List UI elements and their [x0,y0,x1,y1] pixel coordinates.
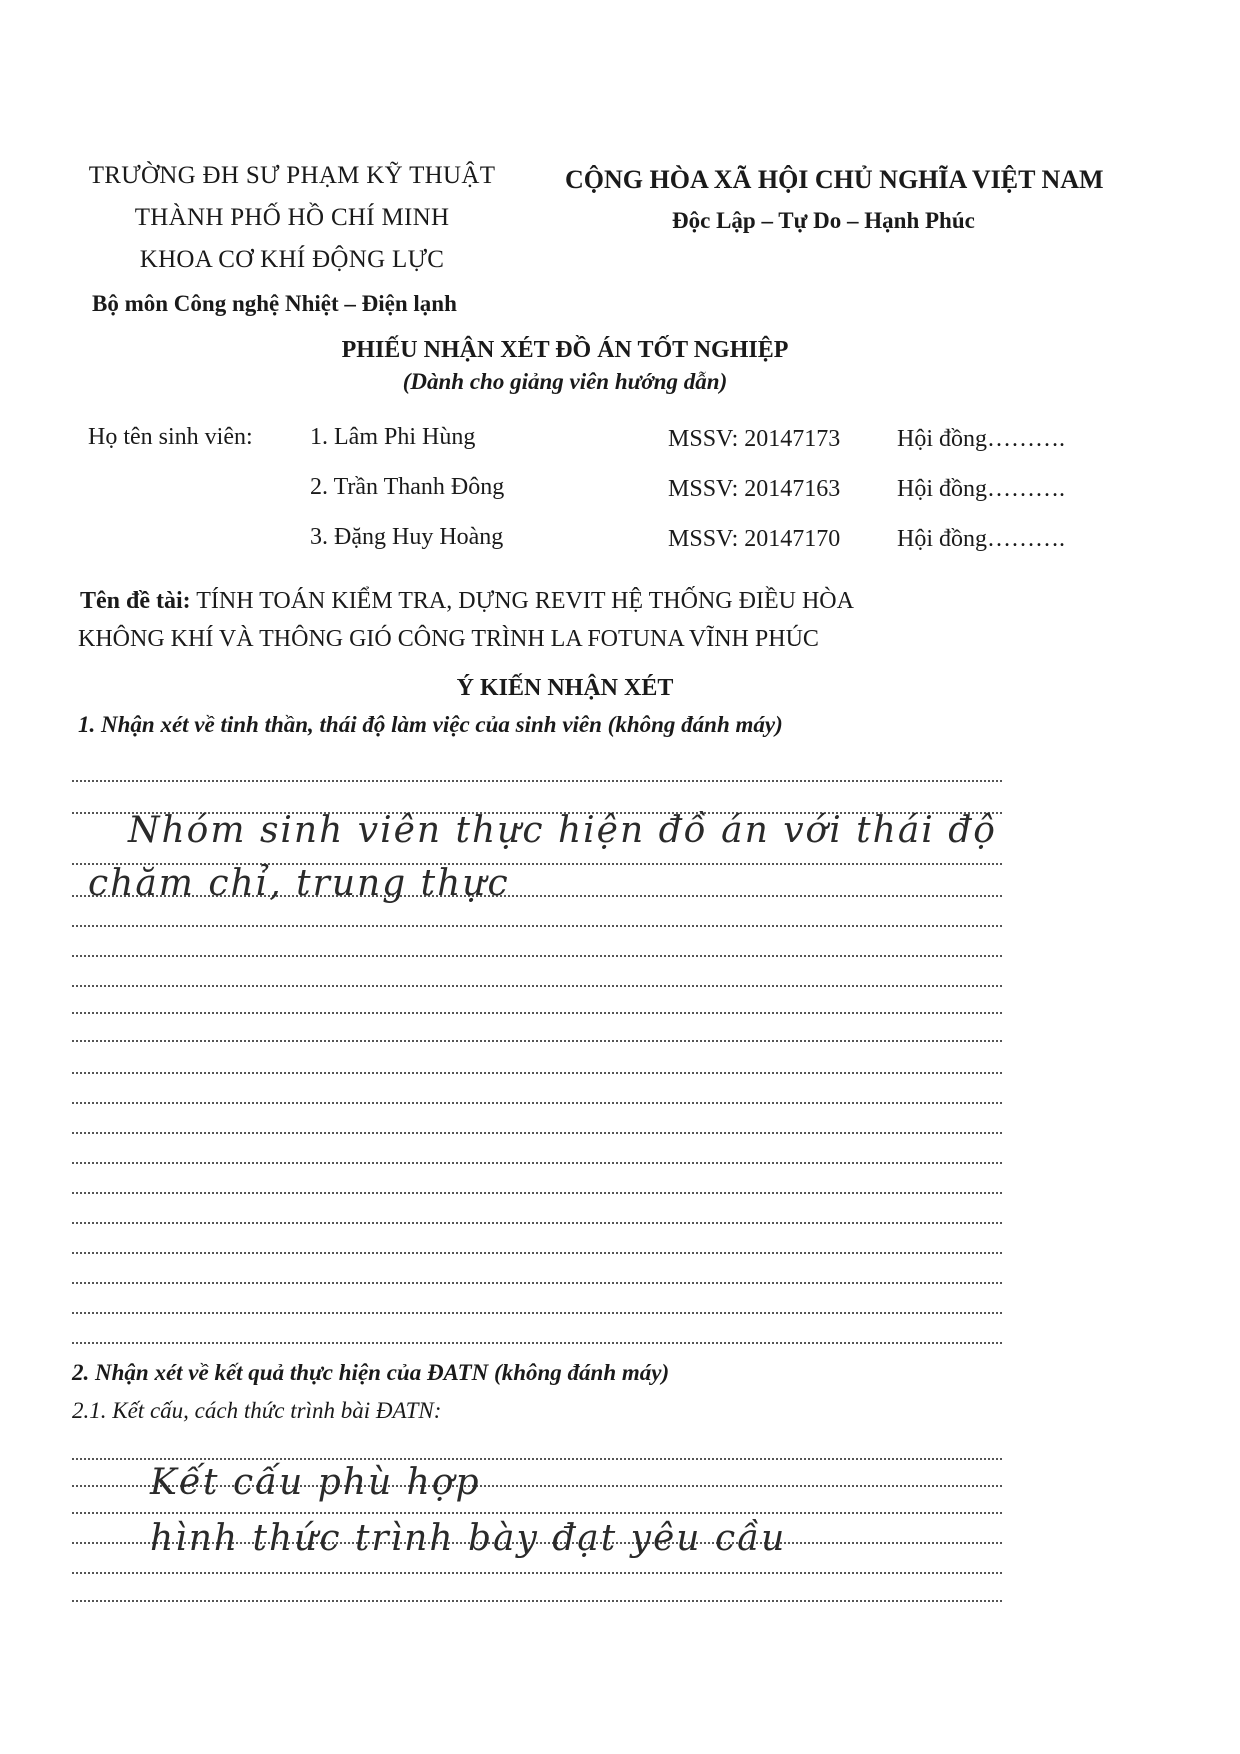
dotted-line [72,925,1002,927]
topic-text-line1: TÍNH TOÁN KIỂM TRA, DỰNG REVIT HỆ THỐNG ĐIỀU HÒA [196,588,854,614]
dotted-line [72,1132,1002,1134]
topic-label: Tên đề tài: [80,588,191,614]
faculty-name: KHOA CƠ KHÍ ĐỘNG LỰC [139,246,445,273]
handwritten-comment-line: hình thức trình bày đạt yêu cầu [150,1518,787,1559]
student-name: 2. Trần Thanh Đông [310,474,505,500]
student-id: MSSV: 20147173 [668,426,841,452]
student-name: 3. Đặng Huy Hoàng [310,524,504,550]
form-subtitle: (Dành cho giảng viên hướng dẫn) [402,369,728,394]
student-name: 1. Lâm Phi Hùng [310,424,476,450]
dotted-line [72,1072,1002,1074]
dotted-line [72,1458,1002,1460]
topic-line1 [80,588,854,615]
section2-title: 2. Nhận xét về kết quả thực hiện của ĐATN (không đánh máy) [72,1360,670,1385]
dotted-line [72,1600,1002,1602]
dotted-line [72,985,1002,987]
council-field: Hội đồng………. [897,476,1065,502]
section1-title: 1. Nhận xét về tinh thần, thái độ làm việc của sinh viên (không đánh máy) [78,712,783,737]
dotted-line [72,1282,1002,1284]
handwritten-comment-line: Kết cấu phù hợp [150,1462,481,1503]
dotted-line [72,1252,1002,1254]
university-name-line2: THÀNH PHỐ HỒ CHÍ MINH [134,204,450,231]
dotted-line [72,1040,1002,1042]
dotted-line [72,955,1002,957]
student-id: MSSV: 20147170 [668,526,841,552]
dotted-line [72,1012,1002,1014]
dotted-line [72,1312,1002,1314]
dotted-line [72,1222,1002,1224]
dotted-line [72,1572,1002,1574]
form-title: PHIẾU NHẬN XÉT ĐỒ ÁN TỐT NGHIỆP [341,337,789,363]
dotted-line [72,1342,1002,1344]
dotted-line [72,1102,1002,1104]
handwritten-comment-line: chăm chỉ, trung thực [88,863,510,904]
dotted-line [72,780,1002,782]
topic-text-line2: KHÔNG KHÍ VÀ THÔNG GIÓ CÔNG TRÌNH LA FOTUNA VĨNH PHÚC [78,626,819,652]
national-motto: Độc Lập – Tự Do – Hạnh Phúc [672,208,975,233]
student-label: Họ tên sinh viên: [88,424,253,450]
dotted-line [72,1162,1002,1164]
country-name: CỘNG HÒA XÃ HỘI CHỦ NGHĨA VIỆT NAM [565,165,1104,194]
comments-heading: Ý KIẾN NHẬN XÉT [456,675,674,701]
dotted-line [72,1192,1002,1194]
dotted-line [72,1512,1002,1514]
university-name-line1: TRƯỜNG ĐH SƯ PHẠM KỸ THUẬT [88,162,496,189]
handwritten-comment-line: Nhóm sinh viên thực hiện đồ án với thái độ [128,810,997,851]
council-field: Hội đồng………. [897,426,1065,452]
council-field: Hội đồng………. [897,526,1065,552]
section2-1-title: 2.1. Kết cấu, cách thức trình bài ĐATN: [72,1398,442,1423]
department-name: Bộ môn Công nghệ Nhiệt – Điện lạnh [92,291,457,316]
student-id: MSSV: 20147163 [668,476,841,502]
